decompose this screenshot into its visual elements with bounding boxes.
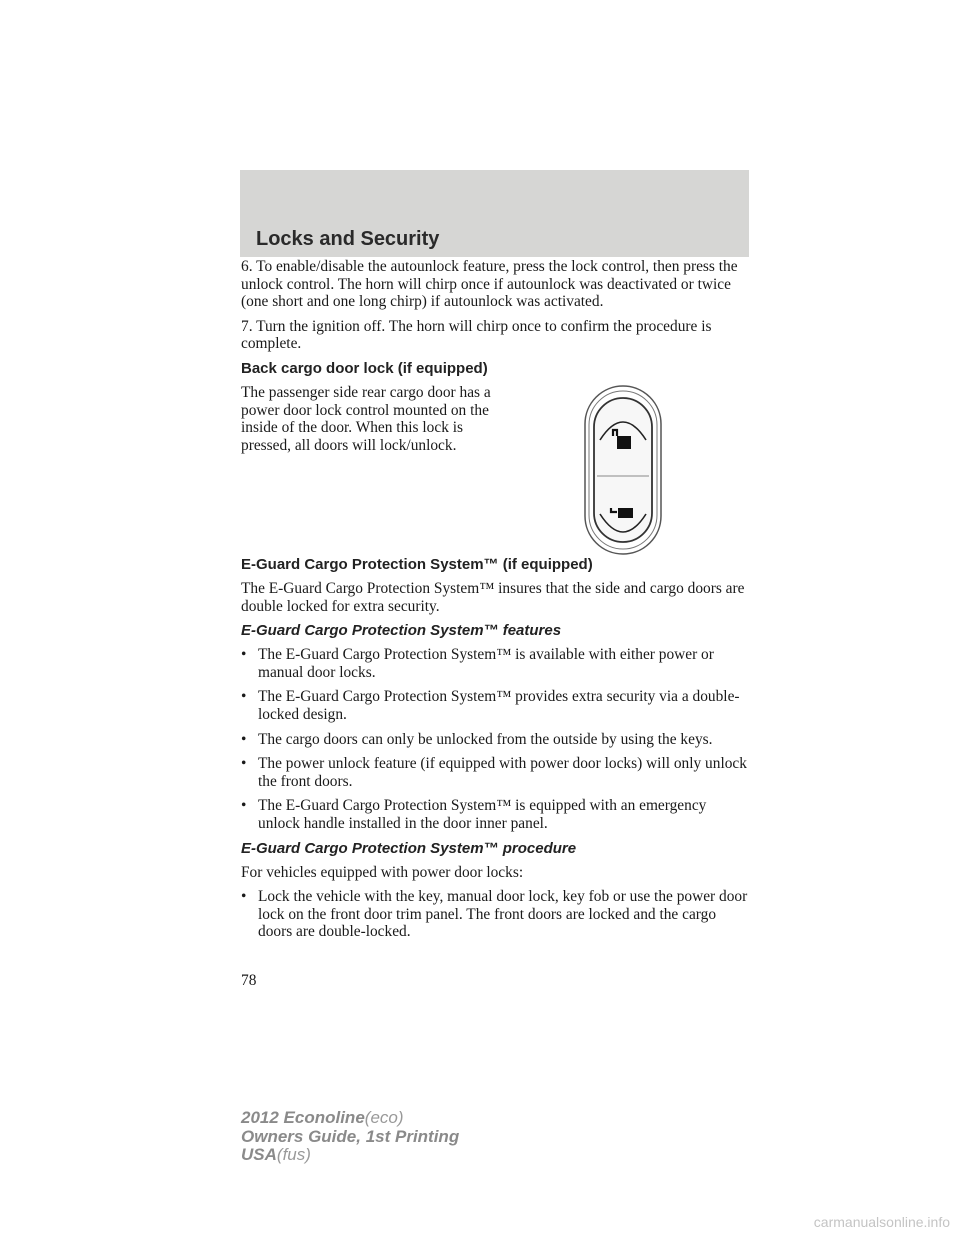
- procedure-intro: For vehicles equipped with power door locks:: [241, 863, 524, 881]
- eguard-paragraph: The E-Guard Cargo Protection System™ insures that the side and cargo doors are double locked for extra security.: [241, 579, 745, 615]
- footer-model-code: (eco): [364, 1108, 404, 1127]
- footer-region-code: (fus): [276, 1145, 311, 1164]
- list-item: • The E-Guard Cargo Protection System™ is equipped with an emergency unlock handle installed in the door inner panel.: [241, 797, 751, 832]
- step-7-paragraph: 7. Turn the ignition off. The horn will chirp once to confirm the procedure is complete.: [241, 317, 712, 353]
- cargo-lock-section: [241, 384, 751, 556]
- eguard-heading: E-Guard Cargo Protection System™ (if equipped): [241, 555, 593, 573]
- door-lock-switch-icon: [583, 384, 663, 556]
- list-item: • Lock the vehicle with the key, manual door lock, key fob or use the power door lock on the front door trim panel. The front doors are locked and the cargo doors are double-locked.: [241, 888, 751, 941]
- footer-guide: Owners Guide, 1st Printing: [241, 1126, 460, 1146]
- list-item: • The cargo doors can only be unlocked from the outside by using the keys.: [241, 731, 751, 749]
- features-list: [241, 646, 751, 832]
- footer-region: USA: [241, 1145, 277, 1164]
- list-item: • The E-Guard Cargo Protection System™ provides extra security via a double-locked design.: [241, 688, 751, 723]
- step-6-paragraph: 6. To enable/disable the autounlock feature, press the lock control, then press the unlock control. The horn will chirp once if autounlock was deactivated or twice (one short and one long chirp) if autounlock was activated.: [241, 258, 738, 311]
- footer-model: 2012 Econoline: [241, 1108, 365, 1127]
- procedure-list: [241, 888, 751, 941]
- features-heading: E-Guard Cargo Protection System™ features: [241, 622, 562, 640]
- watermark-link[interactable]: carmanualsonline.info: [813, 1214, 950, 1230]
- section-title: Locks and Security: [256, 228, 440, 250]
- page-content: [241, 258, 751, 948]
- procedure-heading: E-Guard Cargo Protection System™ procedure: [241, 839, 577, 857]
- list-item: • The power unlock feature (if equipped with power door locks) will only unlock the front doors.: [241, 755, 751, 790]
- list-item: • The E-Guard Cargo Protection System™ is available with either power or manual door locks.: [241, 646, 751, 681]
- cargo-lock-paragraph: The passenger side rear cargo door has a power door lock control mounted on the inside of the door. When this lock is pressed, all doors will lock/unlock.: [241, 383, 491, 454]
- page-number: 78: [241, 972, 257, 989]
- cargo-lock-heading: Back cargo door lock (if equipped): [241, 359, 488, 377]
- footer-print-info: [241, 1109, 459, 1165]
